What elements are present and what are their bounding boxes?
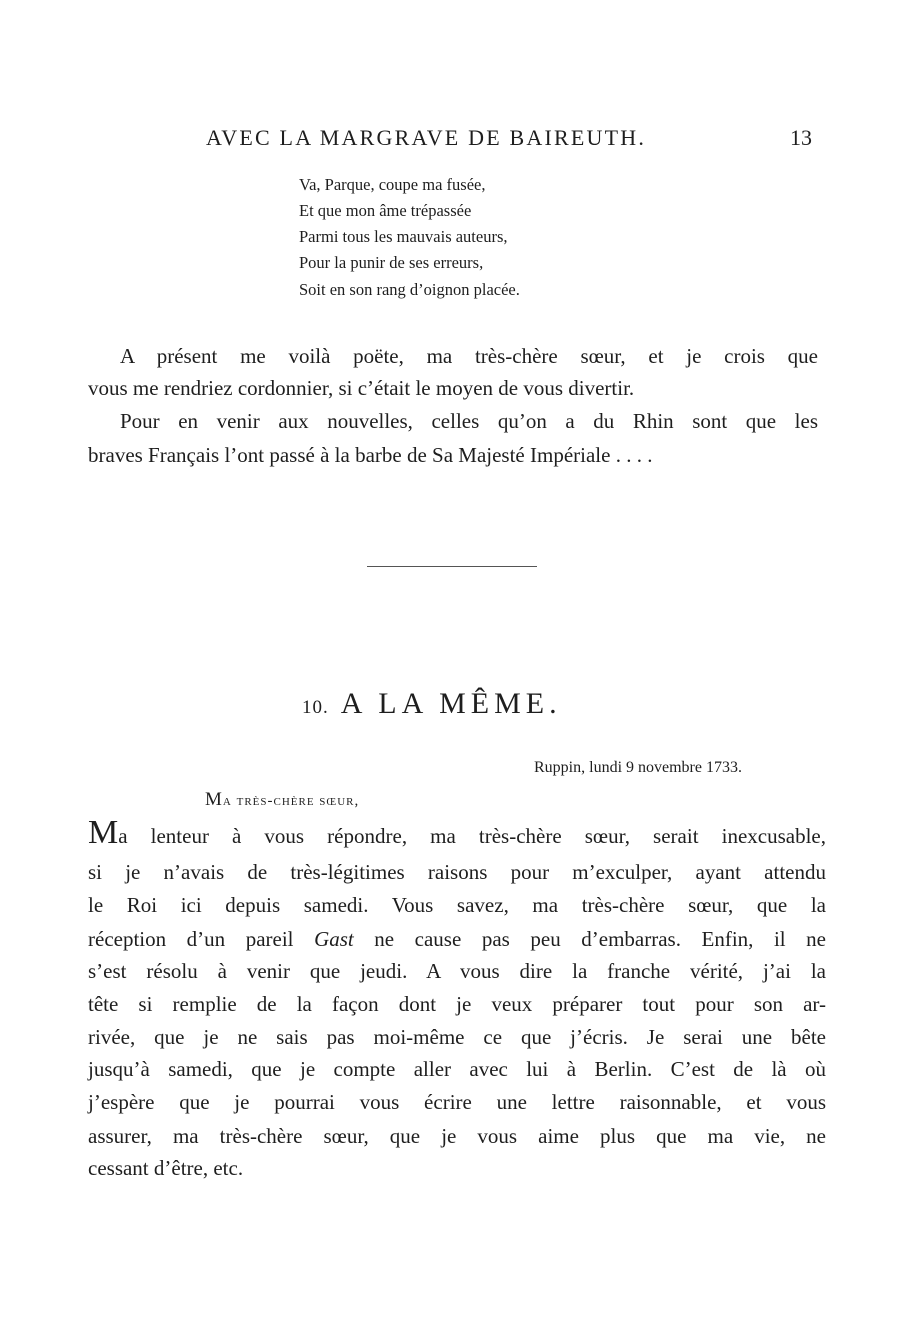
body-line: j’espère que je pourrai vous écrire une lettre raisonnable, et vous: [88, 1090, 826, 1114]
body-line: [88, 814, 826, 852]
drop-cap: M: [88, 814, 119, 851]
body-line: assurer, ma très-chère sœur, que je vous aime plus que ma vie, ne: [88, 1124, 826, 1148]
letter-title: A LA MÊME.: [340, 687, 562, 720]
paragraph-line: Pour en venir aux nouvelles, celles qu’on a du Rhin sont que les: [120, 409, 818, 433]
page-number: 13: [790, 125, 812, 150]
running-header: AVEC LA MARGRAVE DE BAIREUTH.: [206, 125, 647, 150]
body-text: réception d’un pareil: [88, 927, 315, 951]
verse-line: Parmi tous les mauvais auteurs,: [299, 227, 508, 246]
italic-word: Gast: [314, 927, 354, 951]
verse-line: Va, Parque, coupe ma fusée,: [299, 175, 486, 194]
paragraph-line: braves Français l’ont passé à la barbe de Sa Majesté Impériale . . . .: [88, 443, 653, 467]
body-line-text: a lenteur à vous répondre, ma très-chère sœur, serait inexcusable,: [118, 824, 826, 848]
section-divider: [367, 566, 537, 567]
letter-number: 10.: [302, 697, 329, 718]
paragraph-line: vous me rendriez cordonnier, si c’était le moyen de vous divertir.: [88, 376, 635, 400]
verse-line: Et que mon âme trépassée: [299, 201, 472, 220]
salutation: Ma très-chère sœur,: [205, 789, 360, 810]
body-text: ne cause pas peu d’embarras. Enfin, il ne: [353, 927, 826, 951]
body-line: jusqu’à samedi, que je compte aller avec lui à Berlin. C’est de là où: [88, 1057, 826, 1081]
verse-line: Soit en son rang d’oignon placée.: [299, 280, 520, 299]
body-line: cessant d’être, etc.: [88, 1156, 244, 1180]
body-line: si je n’avais de très-légitimes raisons pour m’exculper, ayant attendu: [88, 860, 826, 884]
dateline: Ruppin, lundi 9 novembre 1733.: [534, 759, 742, 776]
body-line: tête si remplie de la façon dont je veux préparer tout pour son ar-: [88, 992, 826, 1016]
paragraph-line: A présent me voilà poëte, ma très-chère sœur, et je crois que: [120, 344, 818, 368]
letter-heading: [302, 686, 562, 726]
body-line: [88, 923, 826, 955]
body-line: le Roi ici depuis samedi. Vous savez, ma très-chère sœur, que la: [88, 893, 826, 917]
body-line: s’est résolu à venir que jeudi. A vous dire la franche vérité, j’ai la: [88, 959, 826, 983]
body-line: rivée, que je ne sais pas moi-même ce que j’écris. Je serai une bête: [88, 1025, 826, 1049]
verse-line: Pour la punir de ses erreurs,: [299, 253, 484, 272]
